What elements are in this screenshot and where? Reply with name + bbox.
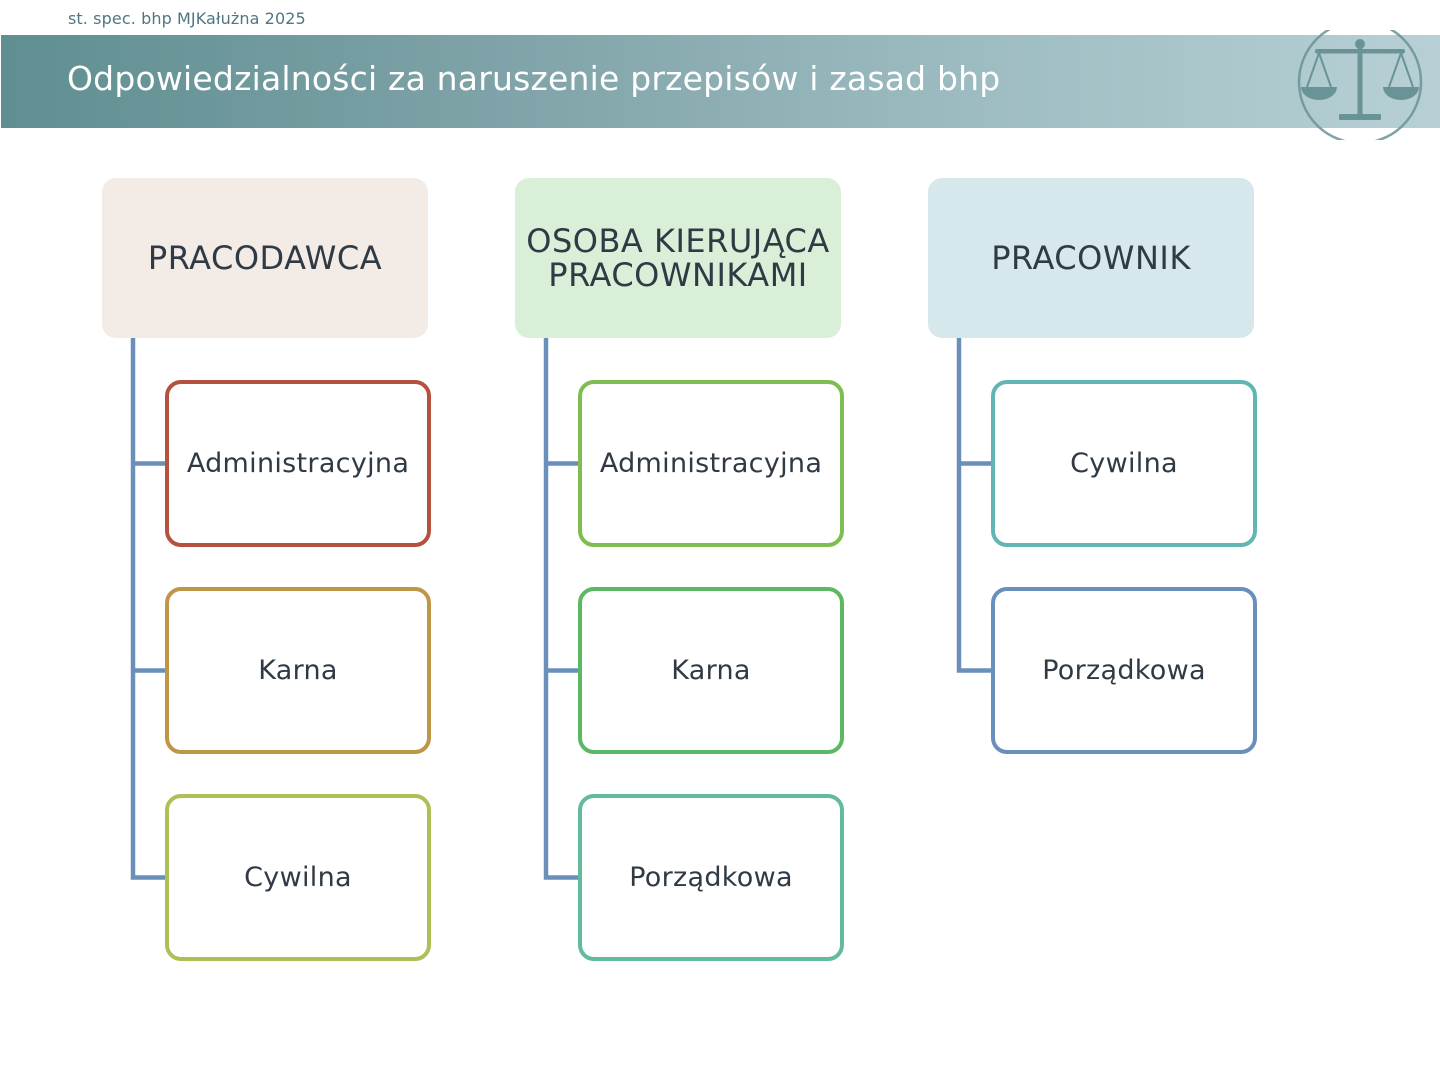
node-osoba-karna: Karna [578,587,844,754]
column-header-pracownik: PRACOWNIK [928,178,1254,338]
node-pracodawca-administracyjna: Administracyjna [165,380,431,547]
author-note: st. spec. bhp MJKałużna 2025 [68,9,306,28]
connector-column-0 [133,338,165,878]
node-pracownik-cywilna: Cywilna [991,380,1257,547]
node-pracodawca-karna: Karna [165,587,431,754]
node-pracodawca-cywilna: Cywilna [165,794,431,961]
connector-column-1 [546,338,578,878]
scales-of-justice-icon [1297,30,1423,140]
page-title: Odpowiedzialności za naruszenie przepisów i zasad bhp [67,59,1001,98]
node-osoba-porzadkowa: Porządkowa [578,794,844,961]
node-osoba-administracyjna: Administracyjna [578,380,844,547]
connector-column-2 [959,338,991,671]
column-header-osoba-kierujaca: OSOBA KIERUJĄCA PRACOWNIKAMI [515,178,841,338]
title-banner [1,35,1440,128]
column-header-pracodawca: PRACODAWCA [102,178,428,338]
node-pracownik-porzadkowa: Porządkowa [991,587,1257,754]
